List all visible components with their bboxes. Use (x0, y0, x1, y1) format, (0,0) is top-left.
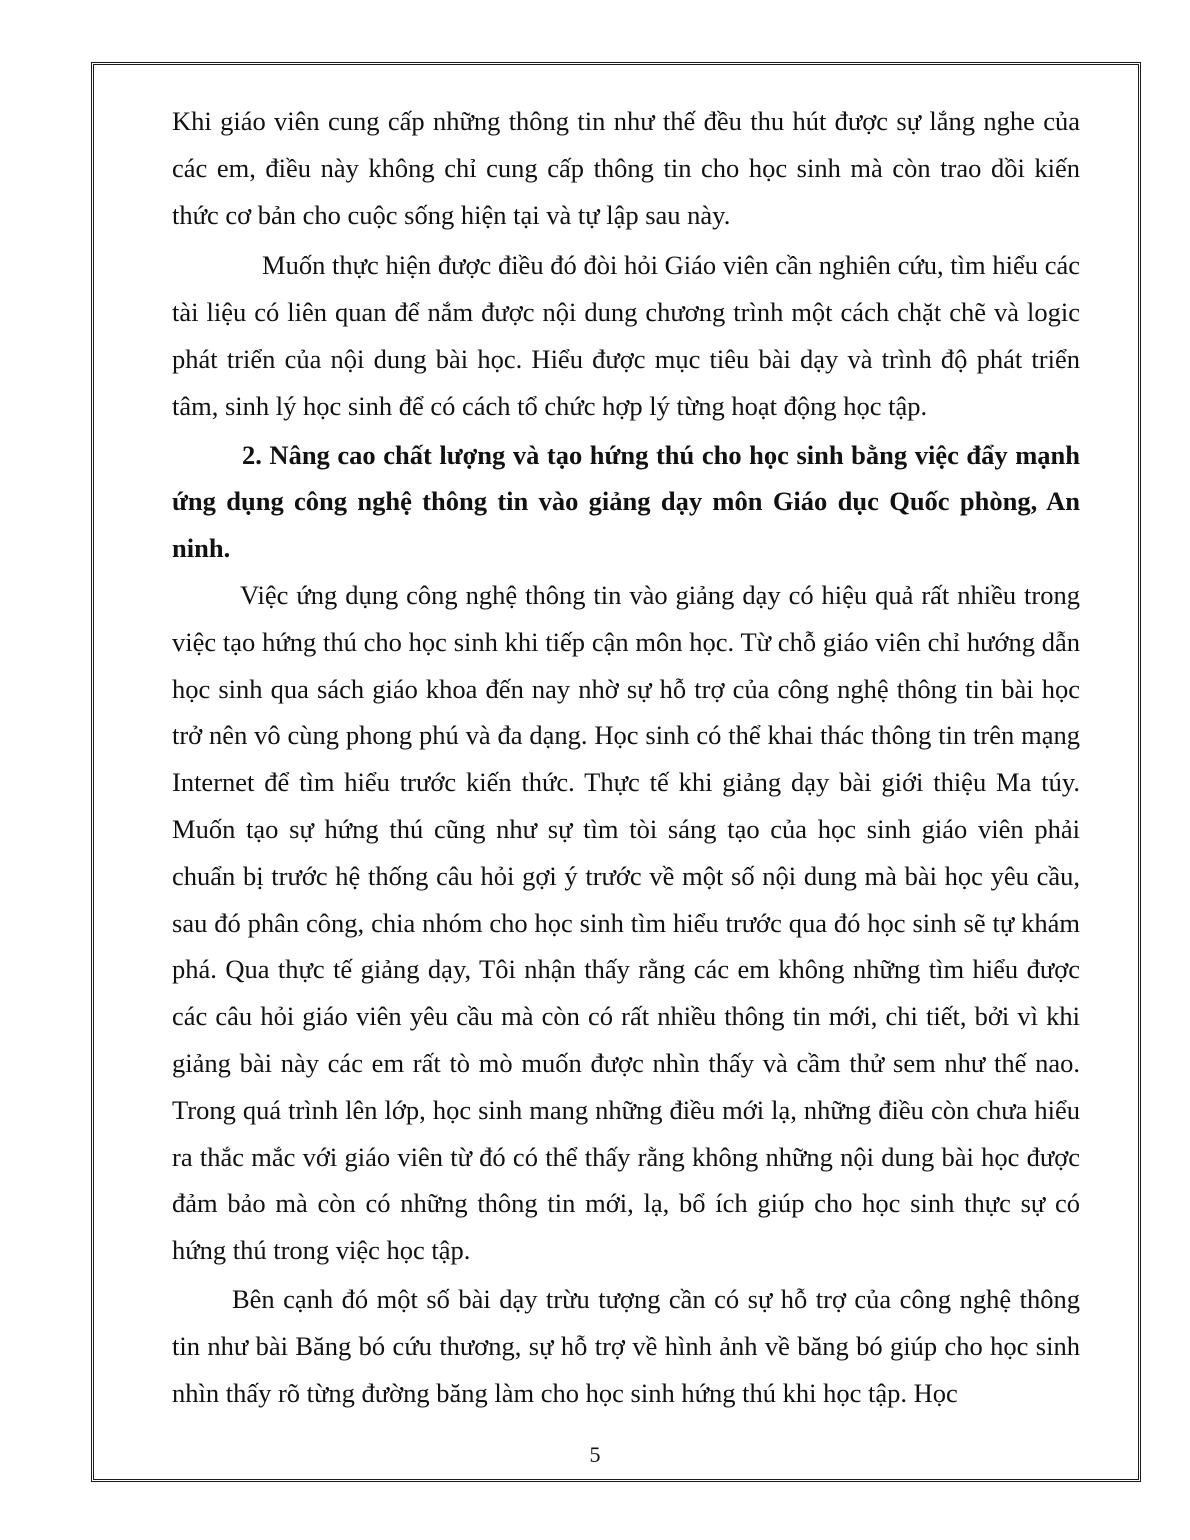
paragraph-it-application: Việc ứng dụng công nghệ thông tin vào giảng dạy có hiệu quả rất nhiều trong việc tạo hứng thú cho học sinh khi tiếp cận môn học. Từ chỗ giáo viên chỉ hướng dẫn học sinh qua sách giáo khoa đến nay nhờ sự hỗ trợ của công nghệ thông tin bài học trở nên vô cùng phong phú và đa dạng. Học sinh có thể khai thác thông tin trên mạng Internet để tìm hiểu trước kiến thức. Thực tế khi giảng dạy bài giới thiệu Ma túy. Muốn tạo sự hứng thú cũng như sự tìm tòi sáng tạo của học sinh giáo viên phải chuẩn bị trước hệ thống câu hỏi gợi ý trước về một số nội dung mà bài học yêu cầu, sau đó phân công, chia nhóm cho học sinh tìm hiểu trước qua đó học sinh sẽ tự khám phá. Qua thực tế giảng dạy, Tôi nhận thấy rằng các em không những tìm hiểu được các câu hỏi giáo viên yêu cầu mà còn có rất nhiều thông tin mới, chi tiết, bởi vì khi giảng bài này các em rất tò mò muốn được nhìn thấy và cầm thử sem như thế nao. Trong quá trình lên lớp, học sinh mang những điều mới lạ, những điều còn chưa hiểu ra thắc mắc với giáo viên từ đó có thể thấy rằng không những nội dung bài học được đảm bảo mà còn có những thông tin mới, lạ, bổ ích giúp cho học sinh thực sự có hứng thú trong việc học tập. (172, 579, 1080, 1266)
paragraph-abstract-lessons: Bên cạnh đó một số bài dạy trừu tượng cần có sự hỗ trợ của công nghệ thông tin như bài Băng bó cứu thương, sự hỗ trợ về hình ảnh về băng bó giúp cho học sinh nhìn thấy rõ từng đường băng làm cho học sinh hứng thú khi học tập. Học (172, 1283, 1080, 1408)
page-number: 5 (589, 1442, 601, 1467)
section-heading-2: 2. Nâng cao chất lượng và tạo hứng thú cho học sinh bằng việc đẩy mạnh ứng dụng công nghệ thông tin vào giảng dạy môn Giáo dục Quốc phòng, An ninh. (172, 439, 1080, 564)
paragraph-requirements: Muốn thực hiện được điều đó đòi hỏi Giáo viên cần nghiên cứu, tìm hiểu các tài liệu có liên quan để nắm được nội dung chương trình một cách chặt chẽ và logic phát triển của nội dung bài học. Hiểu được mục tiêu bài dạy và trình độ phát triển tâm, sinh lý học sinh để có cách tổ chức hợp lý từng hoạt động học tập. (172, 250, 1080, 421)
document-body (172, 98, 1080, 1416)
paragraph-continuation: Khi giáo viên cung cấp những thông tin như thế đều thu hút được sự lắng nghe của các em, điều này không chỉ cung cấp thông tin cho học sinh mà còn trao dồi kiến thức cơ bản cho cuộc sống hiện tại và tự lập sau này. (172, 106, 1080, 230)
